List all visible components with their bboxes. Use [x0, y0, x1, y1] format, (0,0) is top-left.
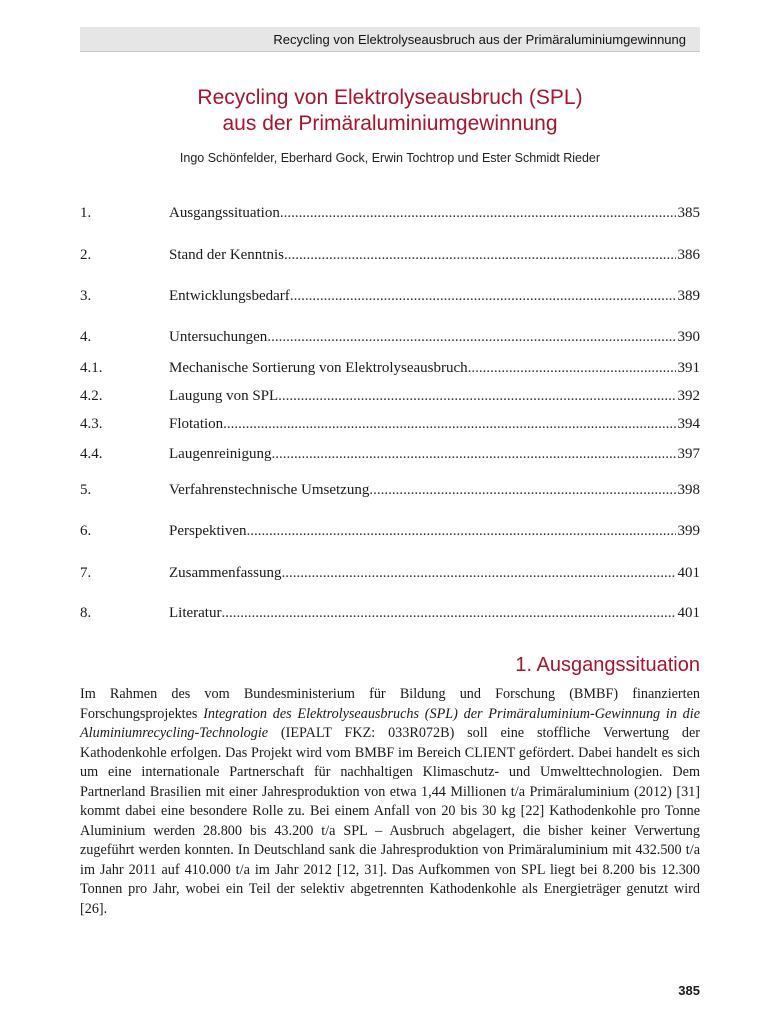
toc-page: 385 [677, 205, 700, 221]
toc-page: 391 [677, 360, 700, 376]
toc-title: Mechanische Sortierung von Elektrolyseausbruch [169, 360, 468, 376]
toc-title: Laugenreinigung [169, 446, 272, 462]
toc-title: Laugung von SPL [169, 388, 279, 404]
running-header-title: Recycling von Elektrolyseausbruch aus der Primäraluminiumgewinnung [273, 31, 686, 47]
toc-leader-dots [369, 480, 675, 500]
toc-entry[interactable] [80, 245, 700, 265]
toc-title: Verfahrenstechnische Umsetzung [169, 482, 370, 498]
toc-page: 399 [677, 523, 700, 539]
toc-leader-dots [468, 358, 676, 378]
toc-entry[interactable] [80, 414, 700, 434]
toc-number: 1. [80, 205, 92, 221]
toc-number: 4.2. [80, 388, 103, 404]
body-paragraph [80, 685, 700, 919]
toc-entry[interactable] [80, 358, 700, 378]
toc-page: 394 [677, 416, 700, 432]
toc-page: 390 [677, 329, 700, 345]
author-list: Ingo Schönfelder, Eberhard Gock, Erwin Tochtrop und Ester Schmidt Rieder [179, 151, 601, 165]
toc-leader-dots [221, 603, 675, 623]
toc-leader-dots [278, 386, 675, 406]
running-header [80, 27, 700, 52]
toc-page: 397 [677, 446, 700, 462]
toc-title: Ausgangssituation [169, 205, 280, 221]
toc-page: 389 [677, 288, 700, 304]
toc-number: 4.4. [80, 446, 103, 462]
article-title-line-2: aus der Primäraluminiumgewinnung [222, 112, 558, 135]
toc-number: 3. [80, 288, 92, 304]
article-title [80, 85, 700, 137]
project-title-italic: Integration des Elektrolyseausbruchs (SPL) der Primäraluminium-Gewinnung in die Aluminiumrecycling-Technologie [80, 705, 700, 741]
toc-title: Stand der Kenntnis [169, 247, 284, 263]
section-heading: 1. Ausgangssituation [515, 654, 700, 676]
page-number: 385 [678, 983, 700, 998]
toc-page: 386 [677, 247, 700, 263]
toc-number: 8. [80, 605, 92, 621]
toc-number: 2. [80, 247, 92, 263]
toc-entry[interactable] [80, 480, 700, 500]
toc-number: 4.3. [80, 416, 103, 432]
toc-leader-dots [290, 286, 676, 306]
toc-leader-dots [271, 444, 675, 464]
toc-leader-dots [284, 245, 676, 265]
toc-title: Zusammenfassung [169, 565, 282, 581]
toc-leader-dots [267, 327, 675, 347]
toc-page: 392 [677, 388, 700, 404]
toc-entry[interactable] [80, 444, 700, 464]
toc-title: Literatur [169, 605, 222, 621]
toc-title: Untersuchungen [169, 329, 268, 345]
toc-page: 398 [677, 482, 700, 498]
toc-title: Entwicklungsbedarf [169, 288, 290, 304]
toc-leader-dots [223, 414, 675, 434]
toc-entry[interactable] [80, 286, 700, 306]
toc-entry[interactable] [80, 327, 700, 347]
toc-page: 401 [677, 565, 700, 581]
toc-number: 4.1. [80, 360, 103, 376]
body-text-part-a: Im Rahmen des vom Bundesministerium für Bildung und Forschung (BMBF) finanzierten Forschungsprojektes [80, 686, 700, 722]
toc-number: 6. [80, 523, 92, 539]
body-text-part-b: (IEPALT FKZ: 033R072B) soll eine stoffliche Verwertung der Kathodenkohle erfolgen. Das Projekt wird vom BMBF im Bereich CLIENT gefördert. Dabei handelt es sich um eine internationale Partnerschaft für nachhaltigen Klimaschutz- und Umwelttechnologien. Dem Partnerland Brasilien mit einer Jahresproduktion von etwa 1,44 Millionen t/a Primäraluminium (2012) [31] kommt dabei eine besondere Rolle zu. Bei einem Anfall von 20 bis 30 kg [22] Kathodenkohle pro Tonne Aluminium werden 28.800 bis 43.200 t/a SPL – Ausbruch abgelagert, die bisher keiner Verwertung zugeführt werden konnten. In Deutschland sank die Jahresproduktion von Primäraluminium mit 432.500 t/a im Jahr 2011 auf 410.000 t/a im Jahr 2012 [12, 31]. Das Aufkommen von SPL liegt bei 8.200 bis 12.300 Tonnen pro Jahr, wobei ein Teil der selektiv abgetrennten Kathodenkohle als Energieträger genutzt wird [26]. [80, 725, 700, 917]
toc-number: 5. [80, 482, 92, 498]
toc-entry[interactable] [80, 203, 700, 223]
toc-title: Perspektiven [169, 523, 247, 539]
toc-entry[interactable] [80, 521, 700, 541]
toc-number: 4. [80, 329, 92, 345]
toc-leader-dots [246, 521, 675, 541]
toc-entry[interactable] [80, 386, 700, 406]
toc-leader-dots [281, 563, 675, 583]
toc-number: 7. [80, 565, 92, 581]
toc-entry[interactable] [80, 563, 700, 583]
article-title-line-1: Recycling von Elektrolyseausbruch (SPL) [197, 86, 583, 109]
toc-entry[interactable] [80, 603, 700, 623]
toc-leader-dots [280, 203, 676, 223]
toc-page: 401 [677, 605, 700, 621]
toc-title: Flotation [169, 416, 224, 432]
